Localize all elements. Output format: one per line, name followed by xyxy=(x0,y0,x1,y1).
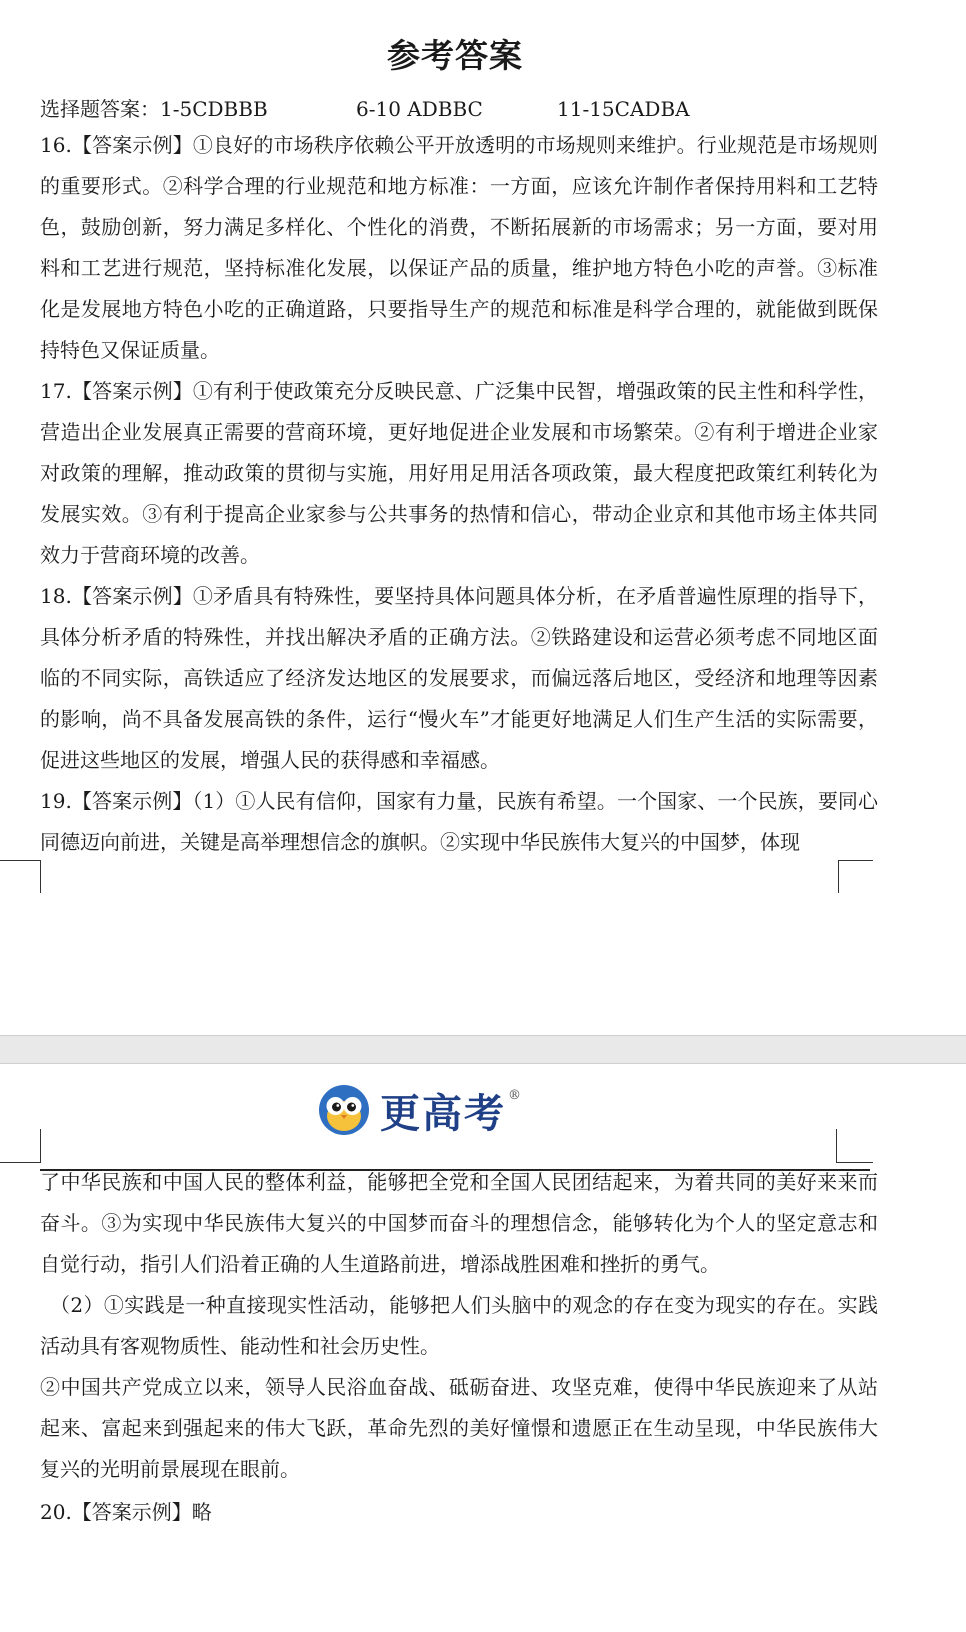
crop-mark-top-left xyxy=(0,860,41,893)
answer-body-1 xyxy=(40,125,878,863)
answer-19-sub-2a: （2）①实践是一种直接现实性活动，能够把人们头脑中的观念的存在变为现实的存在。实践活动具有客观物质性、能动性和社会历史性。 xyxy=(40,1293,878,1358)
answer-20: 20.【答案示例】略 xyxy=(40,1500,212,1524)
crop-mark-bottom-left xyxy=(0,1129,41,1163)
answer-16: 16.【答案示例】①良好的市场秩序依赖公平开放透明的市场规则来维护。行业规范是市场规则的重要形式。②科学合理的行业规范和地方标准：一方面，应该允许制作者保持用料和工艺特色，鼓励创新，努力满足多样化、个性化的消费，不断拓展新的市场需求；另一方面，要对用料和工艺进行规范，坚持标准化发展，以保证产品的质量，维护地方特色小吃的声誉。③标准化是发展地方特色小吃的正确道路，只要指导生产的规范和标准是科学合理的，就能做到既保持特色又保证质量。 xyxy=(40,133,878,362)
registered-mark: ® xyxy=(508,1088,521,1103)
answer-19-part-2: 了中华民族和中国人民的整体利益，能够把全党和全国人民团结起来，为着共同的美好来来而奋斗。③为实现中华民族伟大复兴的中国梦而奋斗的理想信念，能够转化为个人的坚定意志和自觉行动，指引人们沿着正确的人生道路前进，增添战胜困难和挫折的勇气。 xyxy=(40,1170,878,1276)
brand-logo xyxy=(318,1082,521,1138)
crop-mark-bottom-right xyxy=(836,1129,873,1163)
answer-body-2 xyxy=(40,1162,878,1533)
owl-icon xyxy=(318,1084,370,1136)
crop-mark-top-right xyxy=(838,860,873,893)
page-separator xyxy=(0,1035,966,1064)
page-title: 参考答案 xyxy=(387,36,523,75)
answer-19-part-1: 19.【答案示例】（1）①人民有信仰，国家有力量，民族有希望。一个国家、一个民族，要同心同德迈向前进，关键是高举理想信念的旗帜。②实现中华民族伟大复兴的中国梦，体现 xyxy=(40,789,878,854)
answers-group-1: 选择题答案：1-5CDBBB xyxy=(40,97,268,121)
answer-17: 17.【答案示例】①有利于使政策充分反映民意、广泛集中民智，增强政策的民主性和科学性，营造出企业发展真正需要的营商环境，更好地促进企业发展和市场繁荣。②有利于增进企业家对政策的理解，推动政策的贯彻与实施，用好用足用活各项政策，最大程度把政策红利转化为发展实效。③有利于提高企业家参与公共事务的热情和信心，带动企业京和其他市场主体共同效力于营商环境的改善。 xyxy=(40,379,878,567)
answer-19-sub-2b: ②中国共产党成立以来，领导人民浴血奋战、砥砺奋进、攻坚克难，使得中华民族迎来了从站起来、富起来到强起来的伟大飞跃，革命先烈的美好憧憬和遗愿正在生动呈现，中华民族伟大复兴的光明前景展现在眼前。 xyxy=(40,1375,878,1481)
brand-name: 更高考 xyxy=(380,1090,506,1137)
multiple-choice-answers xyxy=(40,89,690,130)
answers-group-2: 6-10 ADBBC xyxy=(356,97,483,121)
answer-18: 18.【答案示例】①矛盾具有特殊性，要坚持具体问题具体分析，在矛盾普遍性原理的指导下，具体分析矛盾的特殊性，并找出解决矛盾的正确方法。②铁路建设和运营必须考虑不同地区面临的不同实际，高铁适应了经济发达地区的发展要求，而偏远落后地区，受经济和地理等因素的影响，尚不具备发展高铁的条件，运行“慢火车”才能更好地满足人们生产生活的实际需要，促进这些地区的发展，增强人民的获得感和幸福感。 xyxy=(40,584,878,772)
answers-group-3: 11-15CADBA xyxy=(557,97,690,121)
